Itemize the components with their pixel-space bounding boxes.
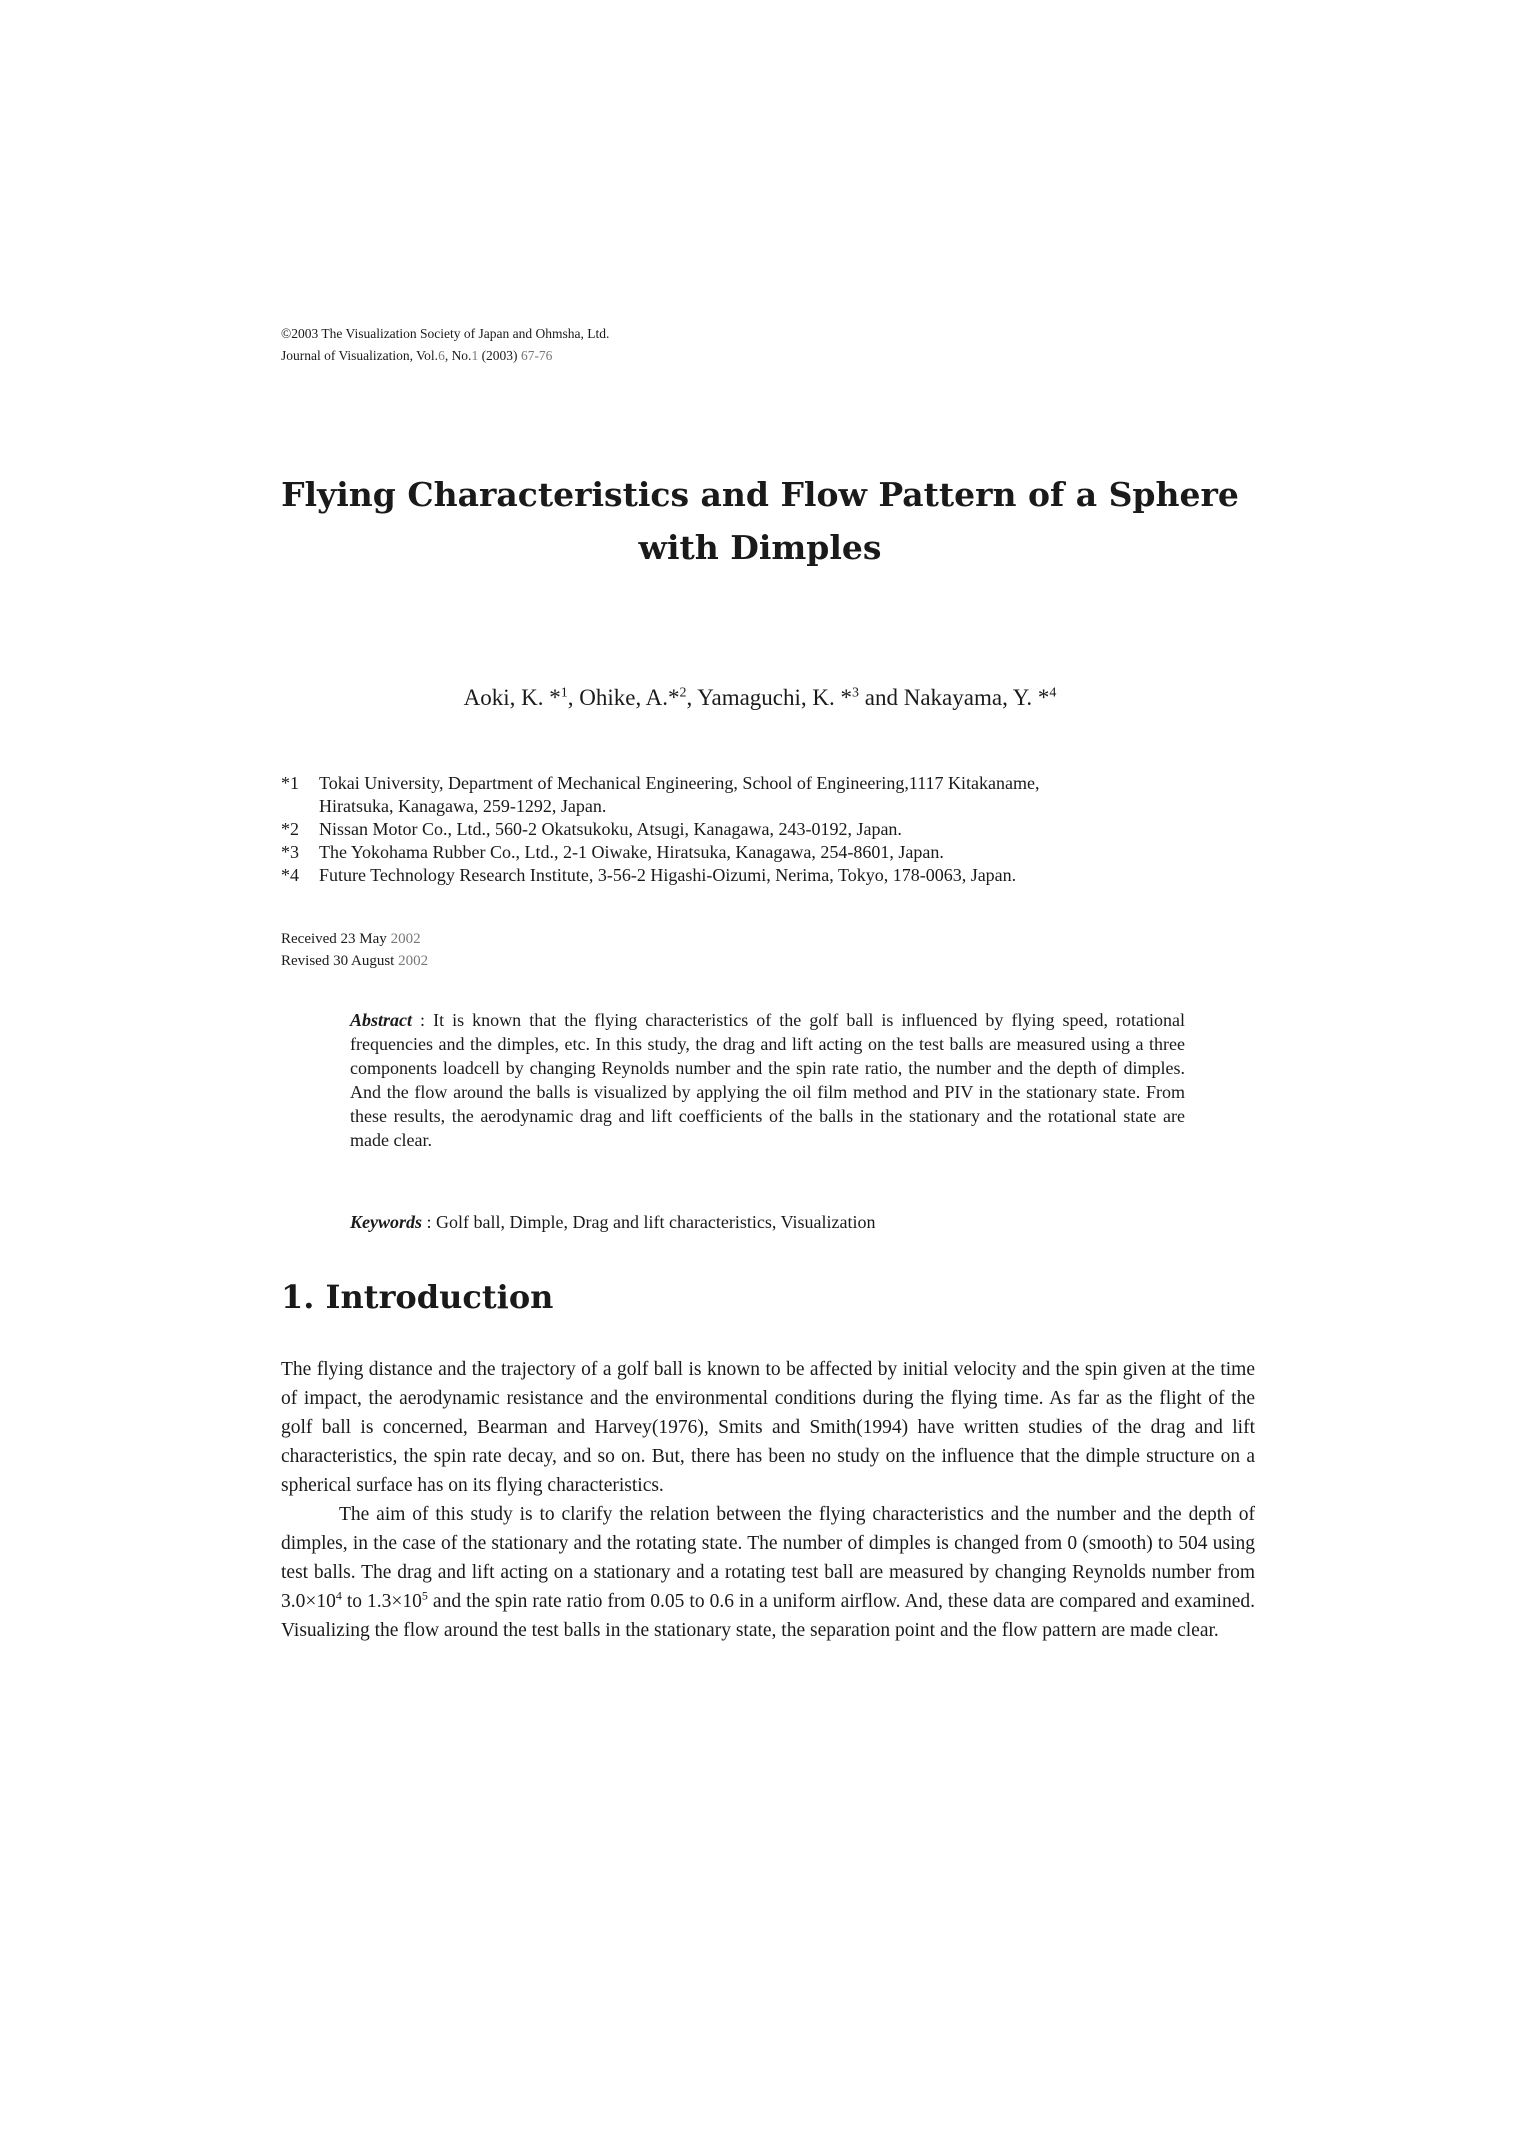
paragraph-2-part-a: The aim of this study is to clarify the relation between the flying characteristics and the number and the depth of dimples, in the case of the stationary and the rotating state. The number of dimples is changed from 0 (smooth) to 504 using test balls. The drag and lift acting on a stationary and a rotating test ball are measured by changing Reynolds number from 3.0×10 bbox=[281, 1504, 1255, 1612]
author-4-mark: 4 bbox=[1049, 685, 1057, 701]
affiliation-item bbox=[281, 772, 1281, 818]
exponent-1: 4 bbox=[335, 1588, 342, 1603]
affiliation-item bbox=[281, 864, 1281, 887]
history-dates bbox=[281, 928, 428, 972]
author-4: and Nakayama, Y. * bbox=[859, 685, 1050, 710]
issue-number: 1 bbox=[471, 348, 479, 363]
affiliation-text: Future Technology Research Institute, 3-56-2 Higashi-Oizumi, Nerima, Tokyo, 178-0063, Japan. bbox=[319, 865, 1017, 885]
paper-title bbox=[260, 468, 1260, 574]
revised-year: 2002 bbox=[398, 953, 429, 969]
affiliation-text: The Yokohama Rubber Co., Ltd., 2-1 Oiwake, Hiratsuka, Kanagawa, 254-8601, Japan. bbox=[319, 842, 944, 862]
affiliation-list bbox=[281, 772, 1281, 887]
revised-label: Revised 30 August bbox=[281, 953, 399, 969]
keywords-label: Keywords bbox=[350, 1212, 422, 1232]
exponent-2: 5 bbox=[421, 1588, 428, 1603]
keywords-block bbox=[350, 1212, 875, 1233]
citation-prefix: Journal of Visualization, Vol. bbox=[281, 348, 439, 363]
keywords-text: Golf ball, Dimple, Drag and lift characteristics, Visualization bbox=[436, 1212, 876, 1232]
affiliation-mark: *2 bbox=[281, 819, 299, 839]
section-heading: 1. Introduction bbox=[281, 1278, 554, 1316]
copyright-line: ©2003 The Visualization Society of Japan and Ohmsha, Ltd. bbox=[281, 326, 610, 341]
received-year: 2002 bbox=[390, 931, 421, 947]
volume: 6 bbox=[438, 348, 445, 363]
abstract-separator: : bbox=[412, 1010, 434, 1030]
affiliation-mark: *1 bbox=[281, 773, 299, 793]
affiliation-item bbox=[281, 841, 1281, 864]
author-1: Aoki, K. * bbox=[463, 685, 561, 710]
body-text bbox=[281, 1355, 1255, 1645]
author-2-mark: 2 bbox=[679, 685, 687, 701]
author-1-mark: 1 bbox=[560, 685, 568, 701]
citation-mid: , No. bbox=[444, 348, 472, 363]
affiliation-text bbox=[319, 772, 1281, 818]
paragraph-2-part-c: and the spin rate ratio from 0.05 to 0.6 in a uniform airflow. And, these data are compared and examined. Visualizing the flow around the test balls in the stationary state, the separation point and the flow pattern are made clear. bbox=[281, 1591, 1255, 1641]
author-3-mark: 3 bbox=[852, 685, 860, 701]
affiliation-text: Nissan Motor Co., Ltd., 560-2 Okatsukoku, Atsugi, Kanagawa, 243-0192, Japan. bbox=[319, 819, 902, 839]
affiliation-mark: *3 bbox=[281, 842, 299, 862]
abstract-text: It is known that the flying characteristics of the golf ball is influenced by flying speed, rotational frequencies and the dimples, etc. In this study, the drag and lift acting on the test balls are measured using a three components loadcell by changing Reynolds number and the spin rate ratio, the number and the depth of dimples. And the flow around the balls is visualized by applying the oil film method and PIV in the stationary state. From these results, the aerodynamic drag and lift coefficients of the balls in the stationary and the rotational state are made clear. bbox=[350, 1010, 1185, 1150]
title-line-1: Flying Characteristics and Flow Pattern of a Sphere bbox=[281, 475, 1239, 514]
paragraph-1: The flying distance and the trajectory of a golf ball is known to be affected by initial velocity and the spin given at the time of impact, the aerodynamic resistance and the environmental conditions during the flying time. As far as the flight of the golf ball is concerned, Bearman and Harvey(1976), Smits and Smith(1994) have written studies of the drag and lift characteristics, the spin rate decay, and so on. But, there has been no study on the influence that the dimple structure on a spherical surface has on its flying characteristics. bbox=[281, 1359, 1255, 1496]
affiliation-text-line-1: Tokai University, Department of Mechanical Engineering, School of Engineering,1117 Kitakaname, bbox=[319, 773, 1040, 793]
keywords-separator: : bbox=[422, 1212, 437, 1232]
received-label: Received 23 May bbox=[281, 931, 391, 947]
author-list bbox=[200, 685, 1320, 711]
paragraph-2 bbox=[281, 1500, 1255, 1645]
affiliation-item bbox=[281, 818, 1281, 841]
citation-line bbox=[281, 345, 609, 367]
journal-header bbox=[281, 323, 609, 367]
affiliation-mark: *4 bbox=[281, 865, 299, 885]
page-range: 67-76 bbox=[520, 348, 553, 363]
author-3: , Yamaguchi, K. * bbox=[686, 685, 853, 710]
received-date bbox=[281, 928, 428, 950]
affiliation-text-line-2: Hiratsuka, Kanagawa, 259-1292, Japan. bbox=[319, 796, 607, 816]
revised-date bbox=[281, 950, 428, 972]
abstract-label: Abstract bbox=[350, 1010, 413, 1030]
abstract-block bbox=[350, 1008, 1185, 1152]
citation-year: (2003) bbox=[478, 348, 521, 363]
author-2: , Ohike, A.* bbox=[567, 685, 680, 710]
paragraph-2-part-b: to 1.3×10 bbox=[341, 1591, 422, 1612]
title-line-2: with Dimples bbox=[638, 528, 882, 567]
